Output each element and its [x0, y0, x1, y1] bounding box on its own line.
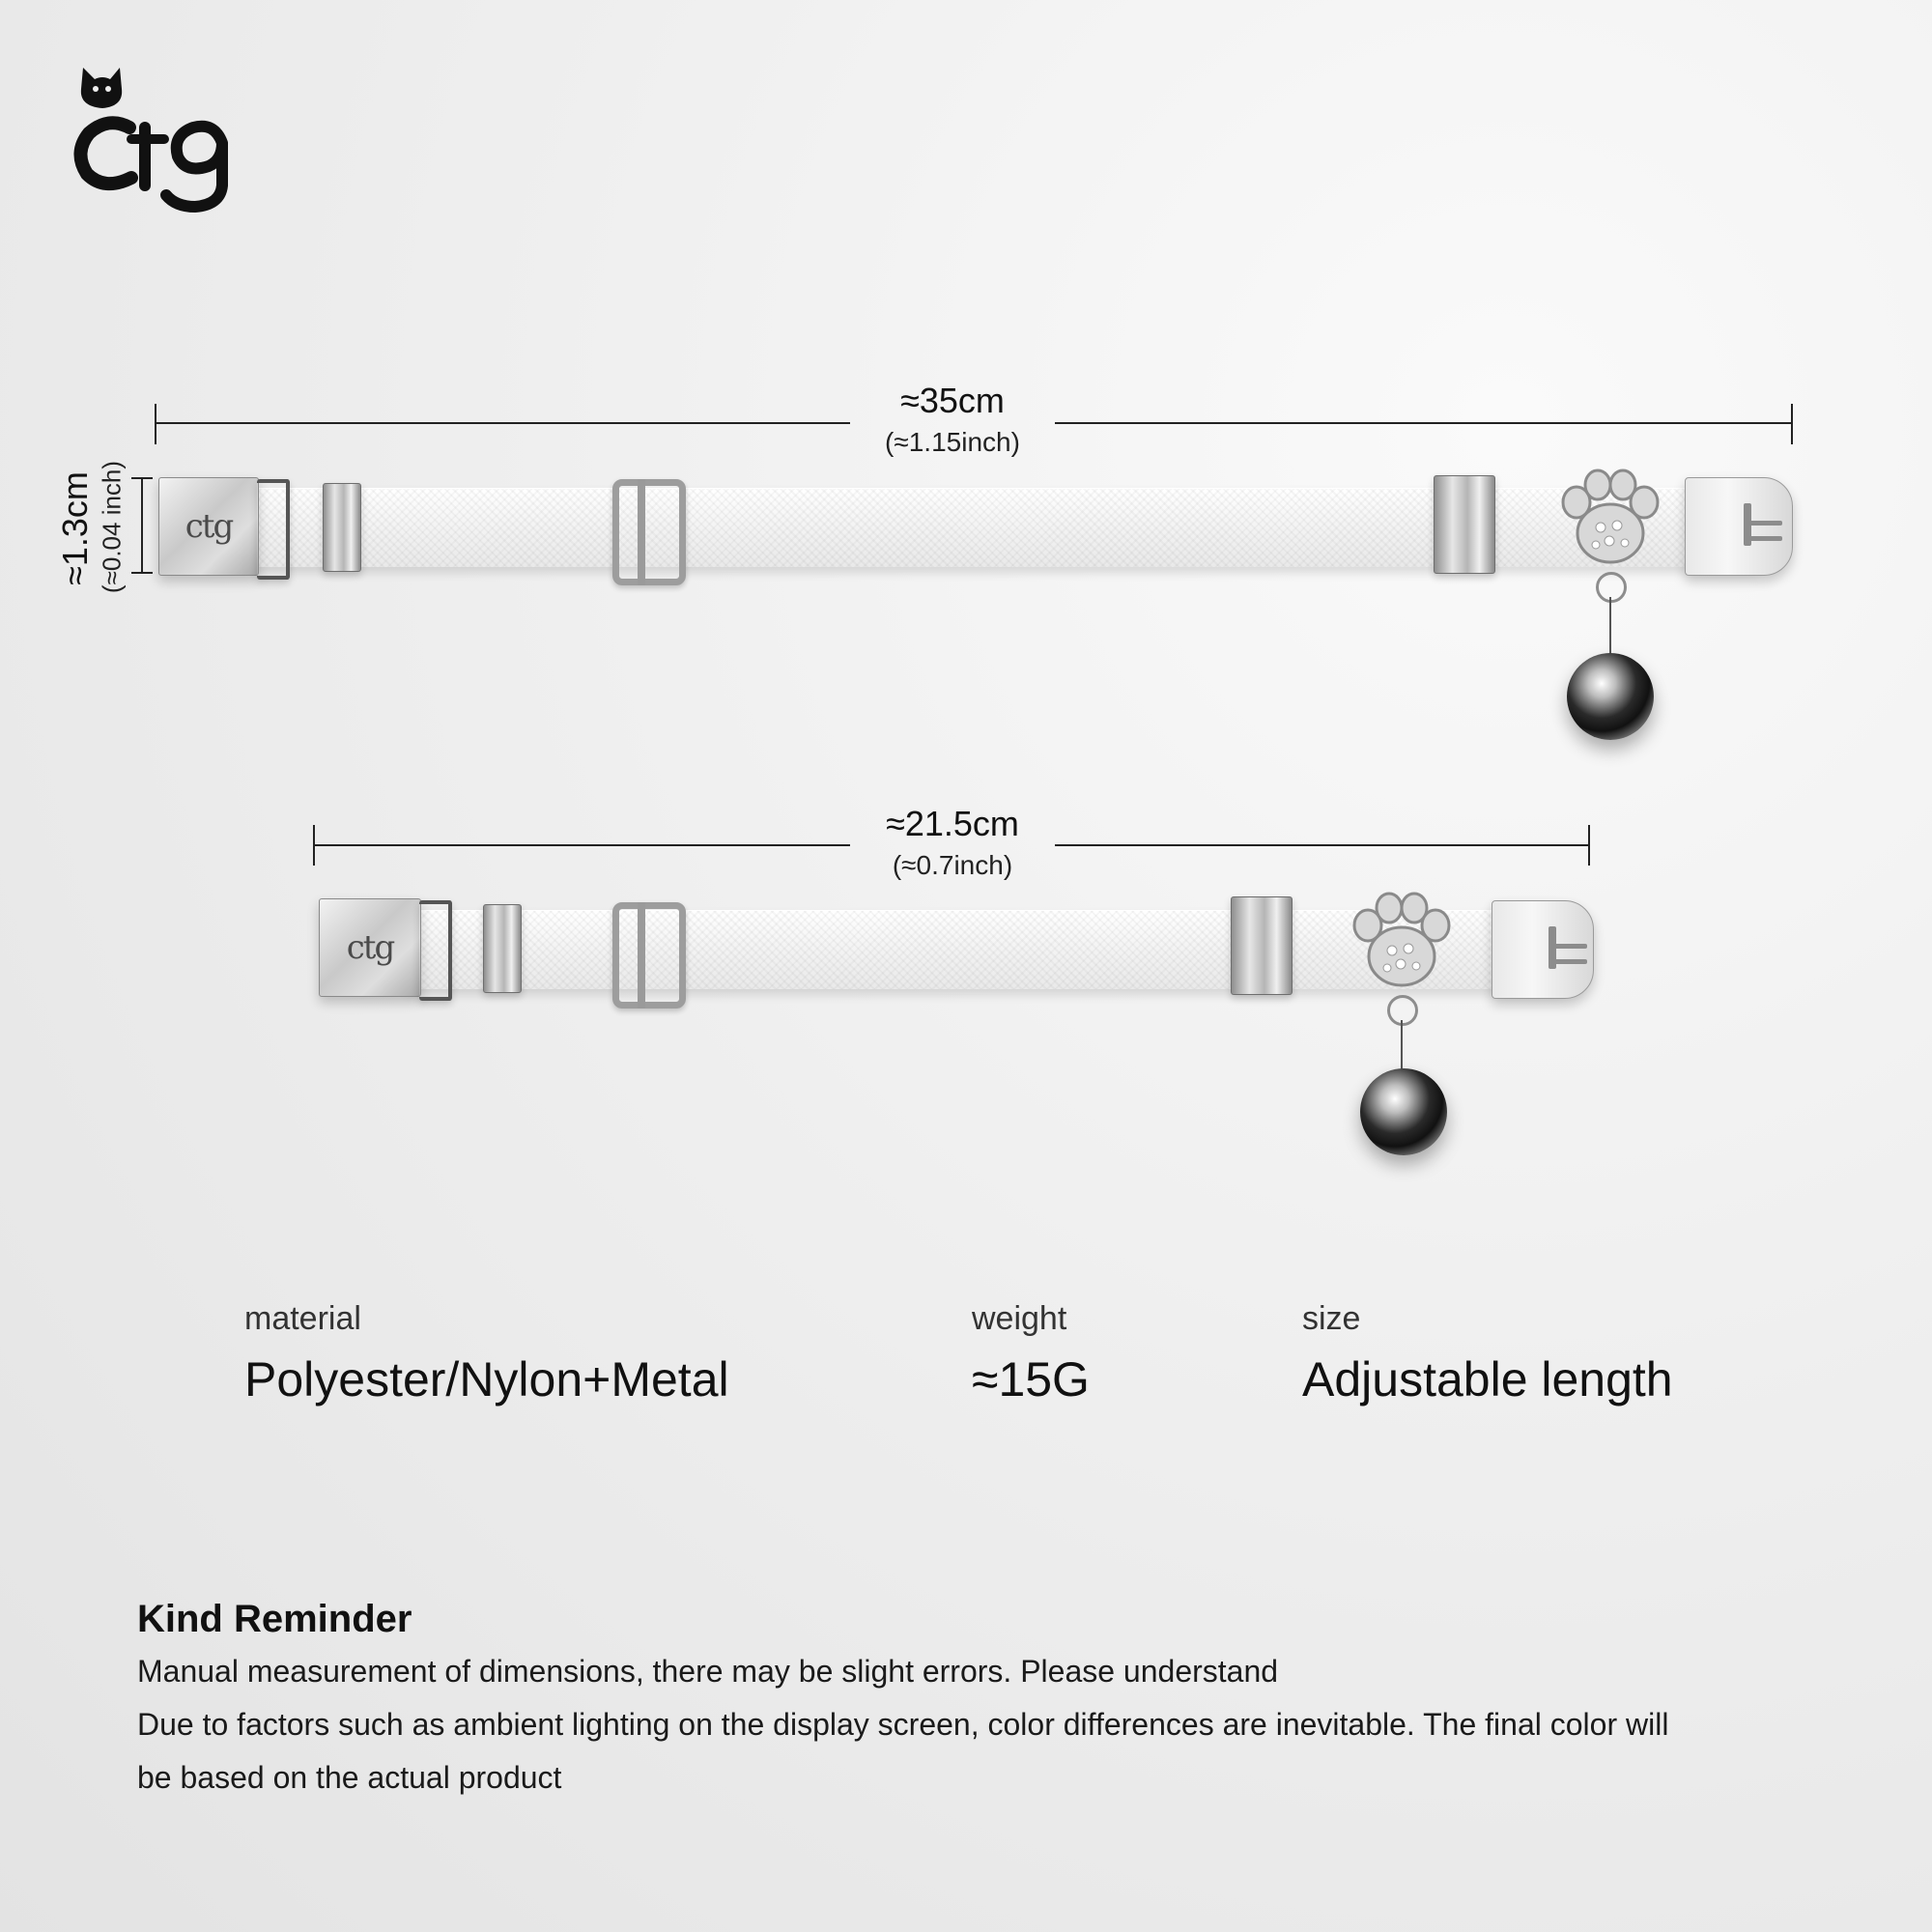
length-sub-label: (≈0.7inch) [892, 850, 1013, 880]
buckle-frame [257, 479, 290, 580]
charm-ring [1387, 995, 1418, 1026]
spec-label: size [1302, 1300, 1361, 1337]
buckle-frame [419, 900, 452, 1001]
length-label: ≈21.5cm [886, 804, 1019, 843]
clip-end [1492, 900, 1594, 999]
buckle-plate [158, 477, 259, 576]
spec-weight [972, 1300, 1090, 1407]
width-sub-label: (≈0.04 inch) [97, 460, 127, 594]
dim-line-left [156, 422, 850, 424]
cat-silhouette-icon [70, 60, 234, 214]
bell-icon [1567, 653, 1654, 740]
keeper-loop [323, 483, 361, 572]
dim-tick-right [1791, 404, 1793, 444]
reminder-line: Manual measurement of dimensions, there may be slight errors. Please understand [137, 1654, 1279, 1689]
reminder-line: be based on the actual product [137, 1760, 562, 1795]
metal-band [1231, 896, 1293, 995]
spec-value: ≈15G [972, 1352, 1090, 1406]
spec-size [1302, 1300, 1673, 1407]
width-tick-top [131, 477, 153, 479]
width-dim-line [141, 477, 143, 574]
spec-value: Polyester/Nylon+Metal [244, 1352, 729, 1406]
dim-tick-right [1588, 825, 1590, 866]
kind-reminder [137, 1598, 1837, 1804]
paw-charm-icon [1349, 891, 1455, 997]
spec-material [244, 1300, 729, 1407]
slider-buckle [612, 902, 686, 1009]
reminder-line: Due to factors such as ambient lighting on the display screen, color differences are inevitable. The final color will [137, 1707, 1669, 1742]
brand-logo [70, 60, 234, 214]
bell-wire [1401, 1020, 1403, 1074]
charm-ring [1596, 572, 1627, 603]
buckle-logo: ctg [346, 928, 394, 967]
bell-wire [1609, 597, 1611, 657]
width-tick-bottom [131, 572, 153, 574]
dim-line-right [1055, 422, 1791, 424]
clip-end [1685, 477, 1793, 576]
width-label: ≈1.3cm [55, 471, 95, 585]
buckle-logo: ctg [185, 507, 233, 546]
spec-value: Adjustable length [1302, 1352, 1673, 1406]
strap [251, 488, 1758, 567]
paw-charm-icon [1557, 468, 1663, 574]
length-sub-label: (≈1.15inch) [885, 427, 1020, 457]
slider-bar [638, 479, 645, 585]
keeper-loop [483, 904, 522, 993]
metal-band [1434, 475, 1495, 574]
dim-line-left [315, 844, 850, 846]
bell-icon [1360, 1068, 1447, 1155]
slider-bar [638, 902, 645, 1009]
dim-line-right [1055, 844, 1590, 846]
dim-tick-left [155, 404, 156, 444]
length-label: ≈35cm [900, 381, 1005, 420]
buckle-plate [319, 898, 421, 997]
spec-label: weight [972, 1300, 1067, 1337]
slider-buckle [612, 479, 686, 585]
reminder-title: Kind Reminder [137, 1598, 412, 1640]
spec-label: material [244, 1300, 361, 1337]
